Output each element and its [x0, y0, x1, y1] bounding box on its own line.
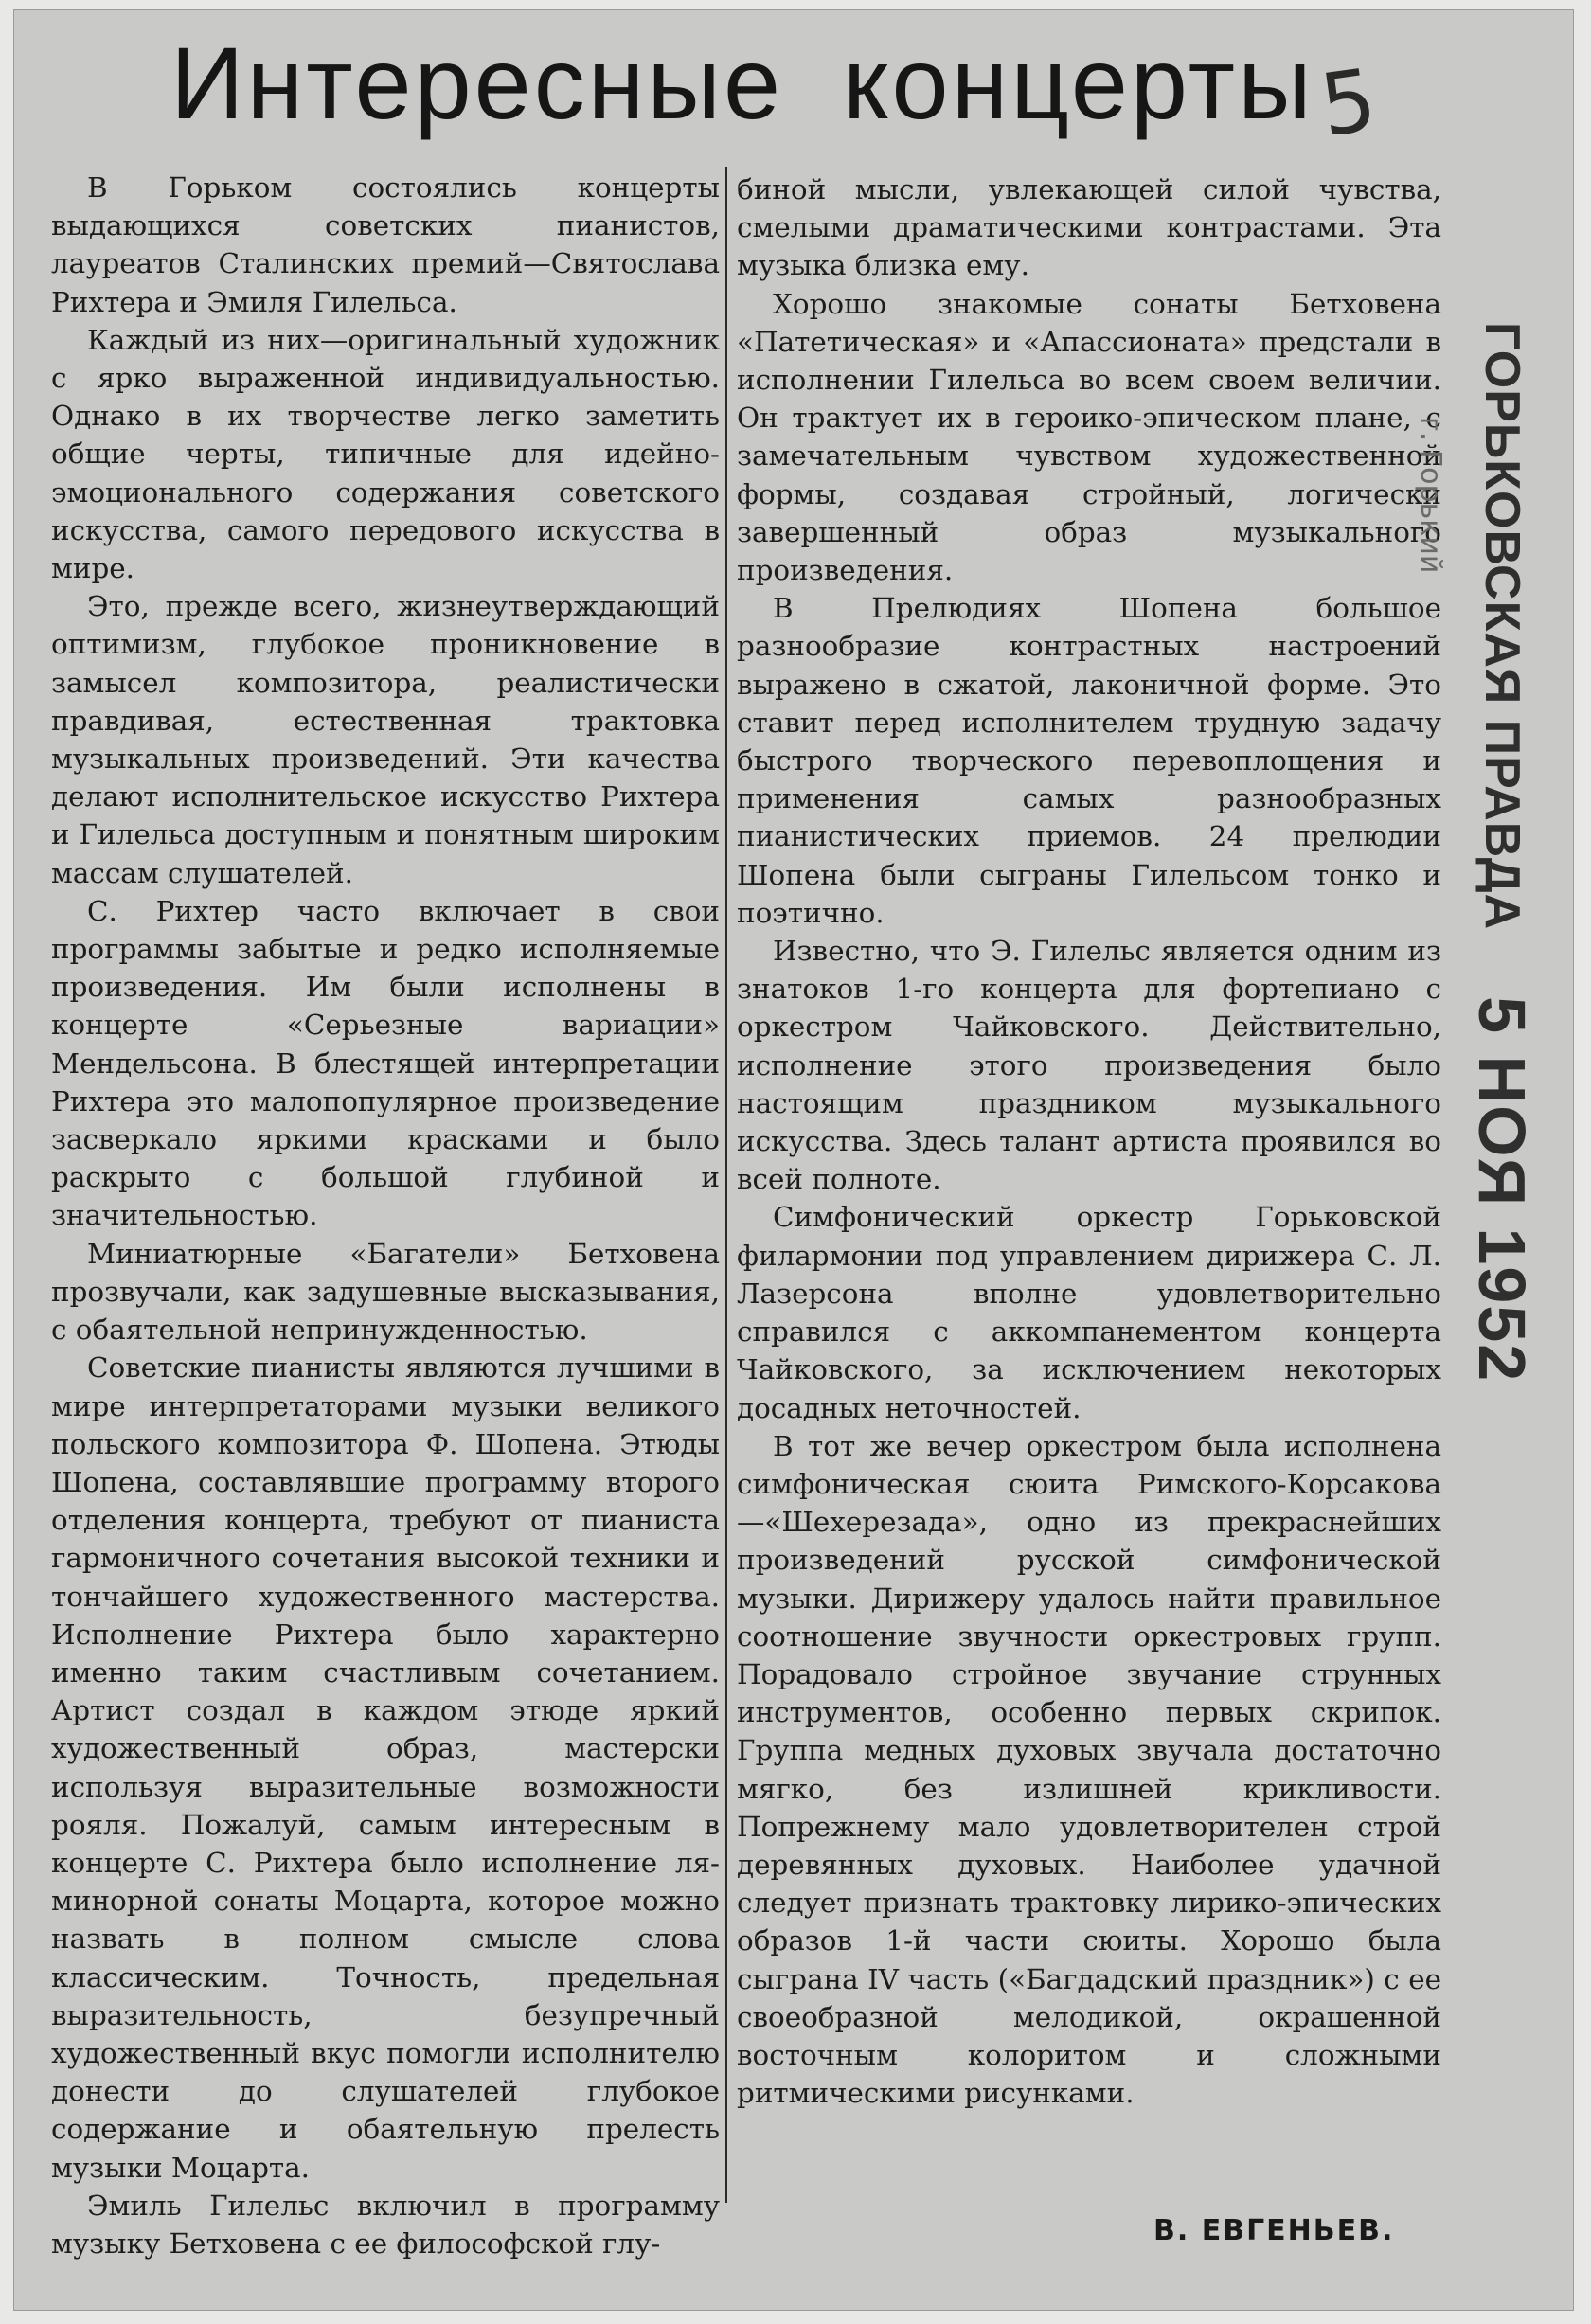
- paragraph: Миниатюрные «Багатели» Бетховена прозвучали, как задушевные высказывания, с обаятельной непринужденностью.: [51, 1237, 720, 1347]
- article-right-column: [737, 170, 1441, 2112]
- paragraph: Известно, что Э. Гилельс является одним из знатоков 1-го концерта для фортепиано с оркестром Чайковского. Действительно, исполнение этого произведения было настоящим праздником музыкального искусства. Здесь талант артиста проявился во всей полноте.: [737, 935, 1441, 1196]
- paragraph: Это, прежде всего, жизнеутверждающий оптимизм, глубокое проникновение в замысел композитора, реалистически правдивая, естественная трактовка музыкальных произведений. Эти качества делают исполнительское искусство Рихтера и Гилельса доступным и понятным широким массам слушателей.: [51, 590, 720, 889]
- paragraph: Каждый из них—оригинальный художник с ярко выраженной индивидуальностью. Однако в их творчестве легко заметить общие черты, типичные для идейно-эмоционального содержания советского искусства, самого передового искусства в мире.: [51, 323, 720, 585]
- stamp-city: [1409, 417, 1451, 720]
- stamp-date: 5 НОЯ 1952: [1465, 996, 1539, 1384]
- handwritten-page-mark: 5: [1314, 50, 1383, 157]
- paragraph: Эмиль Гилельс включил в программу музыку Бетховена с ее философской глу-: [51, 2189, 720, 2260]
- column-divider: [725, 167, 727, 2203]
- paragraph: Советские пианисты являются лучшими в мире интерпретаторами музыки великого польского композитора Ф. Шопена. Этюды Шопена, составлявшие программу второго отделения концерта, требуют от пианиста гармоничного сочетания высокой техники и тончайшего художественного мастерства. Исполнение Рихтера было характерно именно таким счастливым сочетанием. Артист создал в каждом этюде яркий художественный образ, мастерски используя выразительные возможности рояля. Пожалуй, самым интересным в концерте С. Рихтера было исполнение ля-минорной сонаты Моцарта, которое можно назвать в полном смысле слова классическим. Точность, предельная выразительность, безупречный художественный вкус помогли исполнителю донести до слушателей глубокое содержание и обаятельную прелесть музыки Моцарта.: [51, 1351, 720, 2184]
- article-left-column: [51, 169, 720, 2262]
- stamp-city-label: г. Горький: [1414, 417, 1447, 574]
- archive-stamp: [1458, 322, 1546, 1384]
- paragraph: Хорошо знакомые сонаты Бетховена «Патетическая» и «Апассионата» предстали в исполнении Гилельса во всем своем величии. Он трактует их в героико-эпическом плане, с замечательным чувством художественной формы, создавая стройный, логически завершенный образ музыкального произведения.: [737, 287, 1441, 587]
- author-signature: В. ЕВГЕНЬЕВ.: [1153, 2214, 1395, 2247]
- paragraph: биной мысли, увлекающей силой чувства, смелыми драматическими контрастами. Эта музыка близка ему.: [737, 173, 1441, 282]
- stamp-newspaper-name: ГОРЬКОВСКАЯ ПРАВДА: [1475, 322, 1529, 931]
- paragraph: В Горьком состоялись концерты выдающихся советских пианистов, лауреатов Сталинских премий—Святослава Рихтера и Эмиля Гилельса.: [51, 171, 720, 318]
- paragraph: В Прелюдиях Шопена большое разнообразие контрастных настроений выражено в сжатой, лаконичной форме. Это ставит перед исполнителем трудную задачу быстрого творческого перевоплощения и применения самых разнообразных пианистических приемов. 24 прелюдии Шопена были сыграны Гилельсом тонко и поэтично.: [737, 592, 1441, 929]
- article-headline: Интересные концерты: [170, 26, 1314, 140]
- paragraph: С. Рихтер часто включает в свои программы забытые и редко исполняемые произведения. Им были исполнены в концерте «Серьезные вариации» Мендельсона. В блестящей интерпретации Рихтера это малопопулярное произведение засверкало яркими красками и было раскрыто с большой глубиной и значительностью.: [51, 894, 720, 1232]
- paragraph: В тот же вечер оркестром была исполнена симфоническая сюита Римского-Корсакова—«Шехерезада», одно из прекраснейших произведений русской симфонической музыки. Дирижеру удалось найти правильное соотношение звучности оркестровых групп. Порадовало стройное звучание струнных инструментов, особенно первых скрипок. Группа медных духовых звучала достаточно мягко, без излишней крикливости. Попрежнему мало удовлетворителен строй деревянных духовых. Наиболее удачной следует признать трактовку лирико-эпических образов 1-й части сюиты. Хорошо была сыграна IV часть («Багдадский праздник») с ее своеобразной мелодикой, окрашенной восточным колоритом и сложными ритмическими рисунками.: [737, 1429, 1441, 2110]
- paragraph: Симфонический оркестр Горьковской филармонии под управлением дирижера С. Л. Лазерсона вполне удовлетворительно справился с аккомпанементом концерта Чайковского, за исключением некоторых досадных неточностей.: [737, 1201, 1441, 1424]
